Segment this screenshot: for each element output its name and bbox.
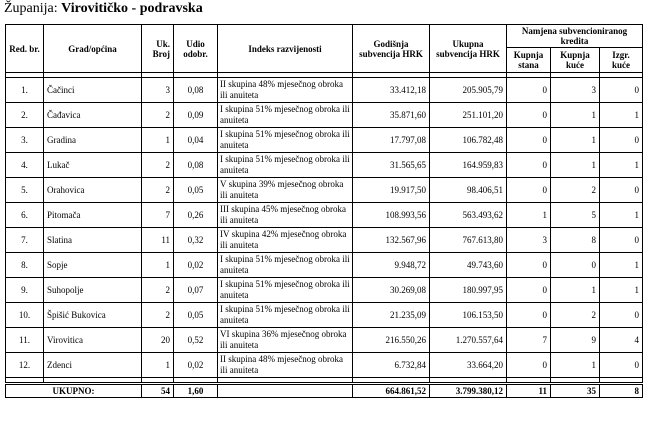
row-ukupna: 767.613,80 bbox=[430, 228, 507, 253]
row-number: 11. bbox=[6, 328, 44, 353]
row-number: 7. bbox=[6, 228, 44, 253]
row-izgr: 1 bbox=[600, 103, 643, 128]
row-uk: 2 bbox=[142, 278, 174, 303]
row-uk: 1 bbox=[142, 128, 174, 153]
total-kuca: 35 bbox=[551, 384, 600, 398]
total-izgr: 8 bbox=[600, 384, 643, 398]
header-uk: Uk. Broj bbox=[142, 25, 174, 73]
row-indeks: I skupina 51% mjesečnog obroka ili anuiteta bbox=[218, 128, 353, 153]
row-udio: 0,04 bbox=[174, 128, 218, 153]
row-ukupna: 106.782,48 bbox=[430, 128, 507, 153]
row-stan: 0 bbox=[507, 278, 551, 303]
row-ukupna: 205.905,79 bbox=[430, 78, 507, 103]
row-number: 8. bbox=[6, 253, 44, 278]
row-udio: 0,52 bbox=[174, 328, 218, 353]
row-ukupna: 106.153,50 bbox=[430, 303, 507, 328]
row-grad: Slatina bbox=[44, 228, 142, 253]
row-ukupna: 1.270.557,64 bbox=[430, 328, 507, 353]
header-kupnja-kuce: Kupnja kuće bbox=[551, 48, 600, 73]
row-ukupna: 563.493,62 bbox=[430, 203, 507, 228]
row-udio: 0,07 bbox=[174, 278, 218, 303]
row-grad: Pitomača bbox=[44, 203, 142, 228]
row-godisnja: 9.948,72 bbox=[353, 253, 430, 278]
row-izgr: 4 bbox=[600, 328, 643, 353]
row-udio: 0,02 bbox=[174, 253, 218, 278]
row-indeks: I skupina 51% mjesečnog obroka ili anuiteta bbox=[218, 103, 353, 128]
row-indeks: I skupina 51% mjesečnog obroka ili anuiteta bbox=[218, 153, 353, 178]
row-grad: Gradina bbox=[44, 128, 142, 153]
row-godisnja: 30.269,08 bbox=[353, 278, 430, 303]
row-number: 10. bbox=[6, 303, 44, 328]
row-kuca: 1 bbox=[551, 153, 600, 178]
row-uk: 2 bbox=[142, 103, 174, 128]
row-kuca: 1 bbox=[551, 278, 600, 303]
row-stan: 0 bbox=[507, 253, 551, 278]
total-stan: 11 bbox=[507, 384, 551, 398]
row-udio: 0,32 bbox=[174, 228, 218, 253]
row-stan: 3 bbox=[507, 228, 551, 253]
county-label: Županija: bbox=[4, 1, 58, 16]
header-kupnja-stana: Kupnja stana bbox=[507, 48, 551, 73]
header-udio: Udio odobr. bbox=[174, 25, 218, 73]
table-row bbox=[6, 353, 643, 378]
row-izgr: 1 bbox=[600, 153, 643, 178]
row-indeks: II skupina 48% mjesečnog obroka ili anuiteta bbox=[218, 353, 353, 378]
row-grad: Špišić Bukovica bbox=[44, 303, 142, 328]
row-kuca: 3 bbox=[551, 78, 600, 103]
row-number: 6. bbox=[6, 203, 44, 228]
row-grad: Virovitica bbox=[44, 328, 142, 353]
row-grad: Lukač bbox=[44, 153, 142, 178]
row-grad: Suhopolje bbox=[44, 278, 142, 303]
table-row bbox=[6, 253, 643, 278]
row-godisnja: 21.235,09 bbox=[353, 303, 430, 328]
row-ukupna: 251.101,20 bbox=[430, 103, 507, 128]
table-row bbox=[6, 328, 643, 353]
row-number: 4. bbox=[6, 153, 44, 178]
row-godisnja: 216.550,26 bbox=[353, 328, 430, 353]
total-ukupna: 3.799.380,12 bbox=[430, 384, 507, 398]
row-udio: 0,05 bbox=[174, 303, 218, 328]
row-indeks: I skupina 51% mjesečnog obroka ili anuiteta bbox=[218, 278, 353, 303]
row-ukupna: 180.997,95 bbox=[430, 278, 507, 303]
total-uk: 54 bbox=[142, 384, 174, 398]
row-indeks: III skupina 45% mjesečnog obroka ili anuiteta bbox=[218, 203, 353, 228]
row-grad: Orahovica bbox=[44, 178, 142, 203]
row-kuca: 1 bbox=[551, 128, 600, 153]
row-indeks: I skupina 51% mjesečnog obroka ili anuiteta bbox=[218, 303, 353, 328]
subsidy-table bbox=[5, 24, 643, 398]
row-godisnja: 17.797,08 bbox=[353, 128, 430, 153]
row-indeks: I skupina 51% mjesečnog obroka ili anuiteta bbox=[218, 253, 353, 278]
table-row bbox=[6, 128, 643, 153]
row-uk: 2 bbox=[142, 153, 174, 178]
row-izgr: 0 bbox=[600, 353, 643, 378]
county-title bbox=[4, 0, 203, 18]
row-indeks: II skupina 48% mjesečnog obroka ili anuiteta bbox=[218, 78, 353, 103]
row-godisnja: 19.917,50 bbox=[353, 178, 430, 203]
row-number: 1. bbox=[6, 78, 44, 103]
header-rbr: Red. br. bbox=[6, 25, 44, 73]
row-ukupna: 164.959,83 bbox=[430, 153, 507, 178]
table-row bbox=[6, 278, 643, 303]
row-izgr: 0 bbox=[600, 128, 643, 153]
row-godisnja: 132.567,96 bbox=[353, 228, 430, 253]
table-row bbox=[6, 153, 643, 178]
row-grad: Čađavica bbox=[44, 103, 142, 128]
row-udio: 0,26 bbox=[174, 203, 218, 228]
row-godisnja: 6.732,84 bbox=[353, 353, 430, 378]
row-uk: 1 bbox=[142, 253, 174, 278]
row-uk: 11 bbox=[142, 228, 174, 253]
total-label: UKUPNO: bbox=[6, 384, 142, 398]
row-kuca: 1 bbox=[551, 103, 600, 128]
row-stan: 0 bbox=[507, 178, 551, 203]
row-udio: 0,05 bbox=[174, 178, 218, 203]
row-uk: 2 bbox=[142, 303, 174, 328]
header-godisnja: Godišnja subvencija HRK bbox=[353, 25, 430, 73]
row-kuca: 0 bbox=[551, 253, 600, 278]
row-uk: 7 bbox=[142, 203, 174, 228]
row-uk: 2 bbox=[142, 178, 174, 203]
row-stan: 0 bbox=[507, 153, 551, 178]
row-kuca: 9 bbox=[551, 328, 600, 353]
header-namjena: Namjena subvencioniranog kredita bbox=[507, 25, 643, 48]
row-grad: Čačinci bbox=[44, 78, 142, 103]
row-godisnja: 108.993,56 bbox=[353, 203, 430, 228]
total-godisnja: 664.861,52 bbox=[353, 384, 430, 398]
table-row bbox=[6, 78, 643, 103]
row-udio: 0,02 bbox=[174, 353, 218, 378]
row-stan: 0 bbox=[507, 78, 551, 103]
row-ukupna: 98.406,51 bbox=[430, 178, 507, 203]
row-izgr: 1 bbox=[600, 203, 643, 228]
row-kuca: 2 bbox=[551, 178, 600, 203]
row-stan: 0 bbox=[507, 103, 551, 128]
row-number: 2. bbox=[6, 103, 44, 128]
row-indeks: V skupina 39% mjesečnog obroka ili anuiteta bbox=[218, 178, 353, 203]
header-grad: Grad/općina bbox=[44, 25, 142, 73]
row-ukupna: 49.743,60 bbox=[430, 253, 507, 278]
row-kuca: 8 bbox=[551, 228, 600, 253]
header-izgr-kuce: Izgr. kuće bbox=[600, 48, 643, 73]
table-row bbox=[6, 178, 643, 203]
row-izgr: 0 bbox=[600, 78, 643, 103]
row-number: 12. bbox=[6, 353, 44, 378]
row-number: 3. bbox=[6, 128, 44, 153]
row-izgr: 1 bbox=[600, 278, 643, 303]
row-uk: 20 bbox=[142, 328, 174, 353]
row-kuca: 5 bbox=[551, 203, 600, 228]
row-kuca: 2 bbox=[551, 303, 600, 328]
total-udio: 1,60 bbox=[174, 384, 218, 398]
row-indeks: VI skupina 36% mjesečnog obroka ili anuiteta bbox=[218, 328, 353, 353]
row-stan: 7 bbox=[507, 328, 551, 353]
total-row bbox=[6, 384, 643, 398]
row-uk: 1 bbox=[142, 353, 174, 378]
row-stan: 0 bbox=[507, 303, 551, 328]
row-izgr: 0 bbox=[600, 178, 643, 203]
row-uk: 3 bbox=[142, 78, 174, 103]
row-grad: Zdenci bbox=[44, 353, 142, 378]
row-izgr: 0 bbox=[600, 303, 643, 328]
row-kuca: 1 bbox=[551, 353, 600, 378]
header-indeks: Indeks razvijenosti bbox=[218, 25, 353, 73]
row-izgr: 0 bbox=[600, 228, 643, 253]
county-name: Virovitičko - podravska bbox=[61, 1, 203, 16]
table-row bbox=[6, 203, 643, 228]
table-row bbox=[6, 228, 643, 253]
row-godisnja: 33.412,18 bbox=[353, 78, 430, 103]
row-godisnja: 35.871,60 bbox=[353, 103, 430, 128]
row-ukupna: 33.664,20 bbox=[430, 353, 507, 378]
table-row bbox=[6, 303, 643, 328]
row-number: 9. bbox=[6, 278, 44, 303]
row-stan: 0 bbox=[507, 128, 551, 153]
row-stan: 1 bbox=[507, 203, 551, 228]
row-udio: 0,08 bbox=[174, 78, 218, 103]
row-izgr: 1 bbox=[600, 253, 643, 278]
row-godisnja: 31.565,65 bbox=[353, 153, 430, 178]
row-grad: Sopje bbox=[44, 253, 142, 278]
row-number: 5. bbox=[6, 178, 44, 203]
total-indeks-empty bbox=[218, 384, 353, 398]
row-udio: 0,08 bbox=[174, 153, 218, 178]
header-ukupna: Ukupna subvencija HRK bbox=[430, 25, 507, 73]
row-stan: 0 bbox=[507, 353, 551, 378]
row-indeks: IV skupina 42% mjesečnog obroka ili anuiteta bbox=[218, 228, 353, 253]
row-udio: 0,09 bbox=[174, 103, 218, 128]
table-row bbox=[6, 103, 643, 128]
